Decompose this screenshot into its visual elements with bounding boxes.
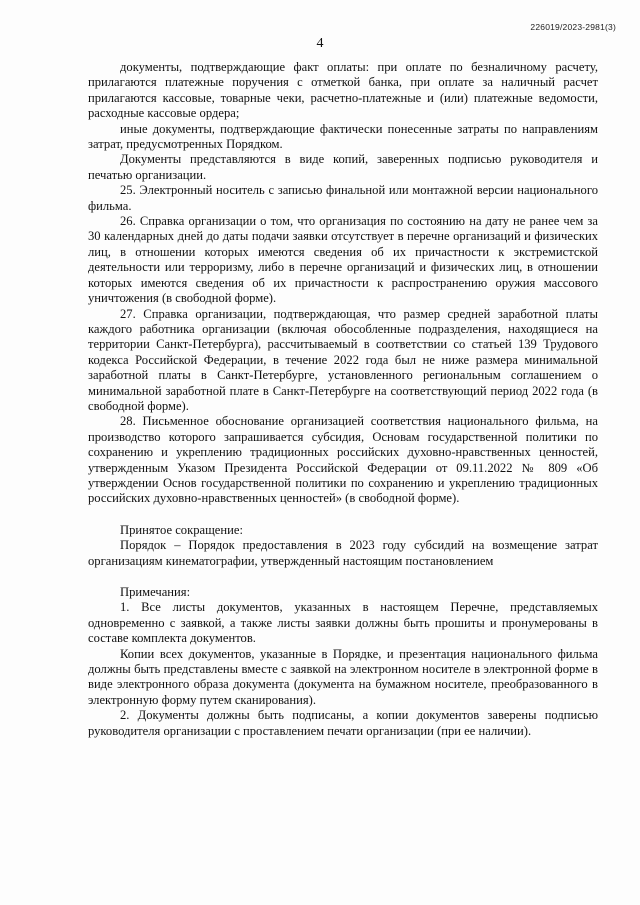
paragraph-copies-requirement: Документы представляются в виде копий, заверенных подписью руководителя и печатью организации. (88, 152, 598, 182)
page-number: 4 (316, 36, 324, 51)
note-1-continued: Копии всех документов, указанные в Порядке, и презентация национального фильма должны быть представлены вместе с заявкой на электронном носителе в электронной форме в виде электронного образа документа (документа на бумажном носителе, преобразованного в электронную форму путем сканирования). (88, 646, 598, 707)
list-item-27: 27. Справка организации, подтверждающая, что размер средней заработной платы каждого работника организации (включая обособленные подразделения, находящиеся на территории Санкт-Петербурга), рассчитываемый в соответствии со статьей 139 Трудового кодекса Российской Федерации, в течение 2022 года был не ниже размера минимальной заработной платы в Санкт-Петербурге, установленного региональным соглашением о минимальной заработной плате в Санкт-Петербурге на соответствующий период 2022 года (в свободной форме). (88, 306, 598, 413)
abbreviation-definition: Порядок – Порядок предоставления в 2023 году субсидий на возмещение затрат организациям кинематографии, утвержденный настоящим постановлением (88, 538, 598, 568)
document-registration-code: 226019/2023-2981(3) (530, 22, 616, 32)
document-body (88, 60, 598, 739)
note-2: 2. Документы должны быть подписаны, а копии документов заверены подписью руководителя организации с проставлением печати организации (при ее наличии). (88, 708, 598, 738)
list-item-26: 26. Справка организации о том, что организация по состоянию на дату не ранее чем за 30 календарных дней до даты подачи заявки отсутствует в перечне организаций и физических лиц, в отношении которых имеются сведения об их причастности к экстремистской деятельности или терроризму, либо в перечне организаций и физических лиц, в отношении которых имеются сведения об их причастности к распространению оружия массового уничтожения (в свободной форме). (88, 214, 598, 306)
note-1: 1. Все листы документов, указанных в настоящем Перечне, представляемых одновременно с заявкой, а также листы заявки должны быть прошиты и пронумерованы в составе комплекта документов. (88, 600, 598, 646)
paragraph-other-documents: иные документы, подтверждающие фактически понесенные затраты по направлениям затрат, предусмотренных Порядком. (88, 121, 598, 152)
list-item-25: 25. Электронный носитель с записью финальной или монтажной версии национального фильма. (88, 183, 598, 213)
abbreviations-heading: Принятое сокращение: (120, 522, 243, 537)
notes-heading: Примечания: (120, 585, 191, 599)
paragraph-payment-documents: документы, подтверждающие факт оплаты: при оплате по безналичному расчету, прилагаются платежные поручения с отметкой банка, при оплате за наличный расчет прилагаются кассовые, товарные чеки, расчетно-платежные и (или) платежные ведомости, расходные кассовые ордера; (88, 60, 598, 121)
list-item-28: 28. Письменное обоснование организацией соответствия национального фильма, на производство которого запрашивается субсидия, Основам государственной политики по сохранению и укреплению традиционных российских духовно-нравственных ценностей, утвержденным Указом Президента Российской Федерации от 09.11.2022 № 809 «Об утверждении Основ государственной политики по сохранению и укреплению традиционных российских духовно-нравственных ценностей» (в свободной форме). (88, 414, 598, 506)
